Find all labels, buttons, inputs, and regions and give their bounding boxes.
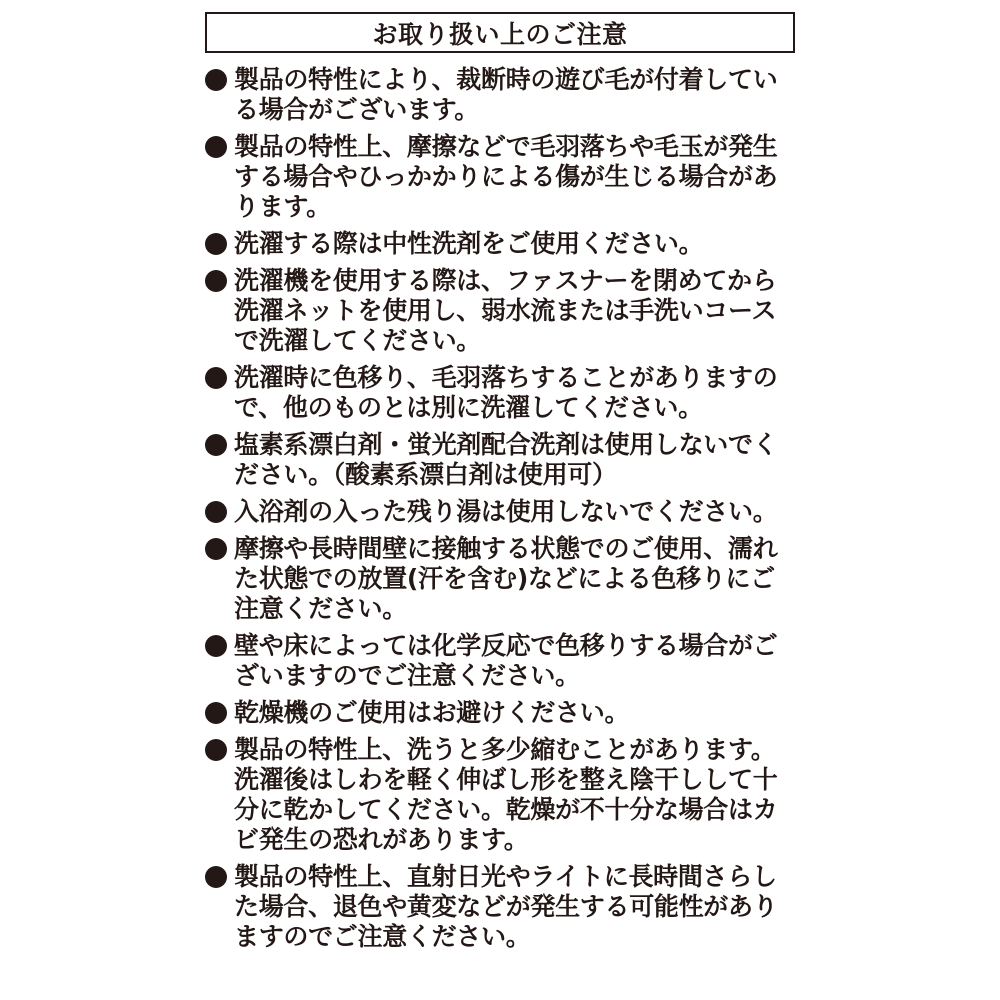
- bullet-icon: [205, 367, 227, 389]
- notice-item: [205, 363, 795, 423]
- notice-item: [205, 266, 795, 356]
- bullet-icon: [205, 270, 227, 292]
- bullet-icon: [205, 739, 227, 761]
- notice-text: 製品の特性上、洗うと多少縮むことがあります。洗濯後はしわを軽く伸ばし形を整え陰干しして十分に乾かしてください。乾燥が不十分な場合はカビ発生の恐れがあります。: [234, 735, 778, 854]
- notice-item: [205, 534, 795, 624]
- bullet-icon: [205, 501, 227, 523]
- care-notice: [205, 12, 795, 959]
- notice-item: [205, 132, 795, 222]
- notice-item: [205, 631, 795, 691]
- notice-text: 洗濯する際は中性洗剤をご使用ください。: [234, 229, 704, 258]
- notice-text: 壁や床によっては化学反応で色移りする場合がございますのでご注意ください。: [234, 631, 778, 690]
- notice-text: 製品の特性上、直射日光やライトに長時間さらした場合、退色や黄変などが発生する可能性がありますのでご注意ください。: [234, 862, 778, 951]
- notice-item: [205, 430, 795, 490]
- bullet-icon: [205, 702, 227, 724]
- notice-text: 摩擦や長時間壁に接触する状態でのご使用、濡れた状態での放置(汗を含む)などによる色移りにご注意ください。: [234, 534, 778, 623]
- notice-item: [205, 698, 795, 728]
- bullet-icon: [205, 866, 227, 888]
- bullet-icon: [205, 538, 227, 560]
- notice-item: [205, 735, 795, 855]
- bullet-icon: [205, 136, 227, 158]
- notice-list: [205, 65, 795, 952]
- notice-text: 製品の特性により、裁断時の遊び毛が付着している場合がございます。: [234, 65, 778, 124]
- bullet-icon: [205, 635, 227, 657]
- notice-item: [205, 862, 795, 952]
- bullet-icon: [205, 69, 227, 91]
- notice-text: 入浴剤の入った残り湯は使用しないでください。: [234, 497, 778, 526]
- notice-title: お取り扱い上のご注意: [205, 12, 795, 53]
- notice-text: 乾燥機のご使用はお避けください。: [234, 698, 630, 727]
- notice-text: 製品の特性上、摩擦などで毛羽落ちや毛玉が発生する場合やひっかかりによる傷が生じる場合があります。: [234, 132, 778, 221]
- bullet-icon: [205, 434, 227, 456]
- bullet-icon: [205, 233, 227, 255]
- notice-text: 洗濯時に色移り、毛羽落ちすることがありますので、他のものとは別に洗濯してください。: [234, 363, 778, 422]
- notice-text: 洗濯機を使用する際は、ファスナーを閉めてから洗濯ネットを使用し、弱水流または手洗いコースで洗濯してください。: [234, 266, 777, 355]
- notice-text: 塩素系漂白剤・蛍光剤配合洗剤は使用しないでください。（酸素系漂白剤は使用可）: [234, 430, 778, 489]
- notice-item: [205, 497, 795, 527]
- notice-item: [205, 229, 795, 259]
- notice-item: [205, 65, 795, 125]
